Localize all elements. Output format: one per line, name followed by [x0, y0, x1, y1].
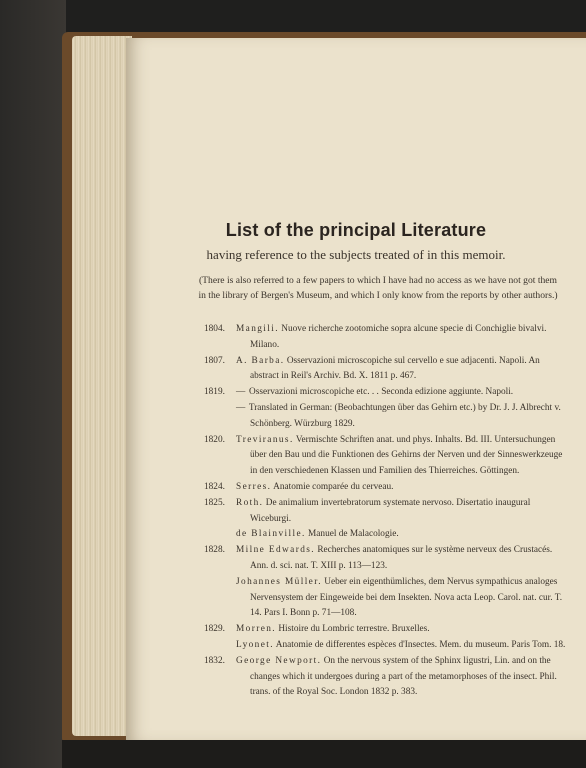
entry-year: 1820.: [204, 434, 225, 445]
entry-text: On the nervous system of the Sphinx ligustri, Lin. and on the changes which it undergoes during a part of the metamorphoses of the insect. Phil. trans. of the Royal Soc. London 1832 p. 383.: [250, 655, 557, 698]
entry-text: De animalium invertebratorum systemate nervoso. Disertatio inaugural Wiceburgi.: [250, 497, 531, 524]
literature-entry: [126, 654, 586, 701]
entry-text: Vermischte Schriften anat. und phys. Inhalts. Bd. III. Untersuchungen über den Bau und die Funktionen des Gehirns der Nerven und der Sinneswerkzeuge in den verschiedenen Klassen und Familien des Thierreiches. Göttingen.: [250, 434, 563, 477]
entry-author: Milne Edwards.: [236, 545, 315, 556]
literature-entry: [126, 638, 586, 654]
entry-year: 1824.: [204, 481, 225, 492]
literature-entry: [126, 575, 586, 622]
entry-text: Osservazioni microscopiche sul cervello e sue adjacenti. Napoli. An abstract in Reil's Archiv. Bd. X. 1811 p. 467.: [250, 355, 540, 382]
entry-year: 1825.: [204, 497, 225, 508]
entry-year: 1807.: [204, 355, 225, 366]
editorial-note: (There is also referred to a few papers to which I have had no access as we have not got them in the library of Bergen's Museum, and which I only know from the reports by other authors.): [198, 275, 558, 301]
backdrop: [0, 0, 586, 34]
entry-text: Anatomie comparée du cerveau.: [271, 481, 394, 492]
entry-author: Mangili.: [236, 324, 279, 334]
entry-text: Ueber ein eigenthümliches, dem Nervus sympathicus analoges Nervensystem der Eingeweide bei dem Insekten. Nova acta Leop. Carol. nat. cur. T. 14. Pars I. Bonn p. 71—108.: [250, 576, 563, 619]
entry-author: de Blainville.: [236, 529, 306, 540]
literature-entry: [126, 401, 586, 433]
backdrop-left: [0, 0, 66, 768]
entry-text: Osservazioni microscopiche etc. . . Seconda edizione aggiunte. Napoli.: [246, 387, 514, 398]
literature-list: [126, 322, 586, 701]
literature-entry: [126, 433, 586, 480]
literature-entry: [126, 527, 586, 543]
entry-text: Translated in German: (Beobachtungen über das Gehirn etc.) by Dr. J. J. Albrecht v. Schönberg. Würzburg 1829.: [246, 402, 561, 429]
entry-text: Anatomie de differentes espèces d'Insectes. Mem. du museum. Paris Tom. 18.: [273, 639, 566, 650]
page-subtitle: having reference to the subjects treated of in this memoir.: [206, 247, 506, 262]
entry-author: Serres.: [236, 481, 272, 492]
book-page: [126, 38, 586, 740]
literature-entry: [126, 543, 586, 575]
entry-author: —: [236, 387, 247, 398]
entry-text: Manuel de Malacologie.: [305, 529, 399, 540]
entry-author: George Newport.: [236, 655, 322, 666]
entry-text: Histoire du Lombric terrestre. Bruxelles.: [276, 624, 430, 635]
entry-author: Lyonet.: [236, 639, 274, 650]
entry-text: Recherches anatomiques sur le système nerveux des Crustacés. Ann. d. sci. nat. T. XIII p. 113—123.: [250, 545, 553, 571]
literature-entry: [126, 354, 586, 386]
bottom-shadow: [62, 740, 586, 768]
literature-entry: [126, 322, 586, 354]
literature-entry: [126, 480, 586, 496]
entry-author: Treviranus.: [236, 434, 294, 445]
entry-author: Morren.: [236, 624, 277, 635]
entry-year: 1804.: [204, 324, 225, 334]
entry-author: —: [236, 402, 247, 413]
entry-year: 1829.: [204, 624, 225, 635]
entry-year: 1832.: [204, 655, 225, 666]
literature-entry: [126, 622, 586, 638]
entry-year: 1819.: [204, 387, 225, 398]
entry-author: A. Barba.: [236, 355, 285, 366]
entry-author: Johannes Müller.: [236, 576, 322, 587]
page-edges: [72, 36, 132, 736]
literature-entry: [126, 385, 586, 401]
page-title: List of the principal Literature: [225, 220, 487, 240]
entry-year: 1828.: [204, 545, 225, 556]
entry-text: Nuove richerche zootomiche sopra alcune specie di Conchiglie bivalvi. Milano.: [250, 324, 547, 350]
entry-author: Roth.: [236, 497, 264, 508]
literature-entry: [126, 496, 586, 528]
